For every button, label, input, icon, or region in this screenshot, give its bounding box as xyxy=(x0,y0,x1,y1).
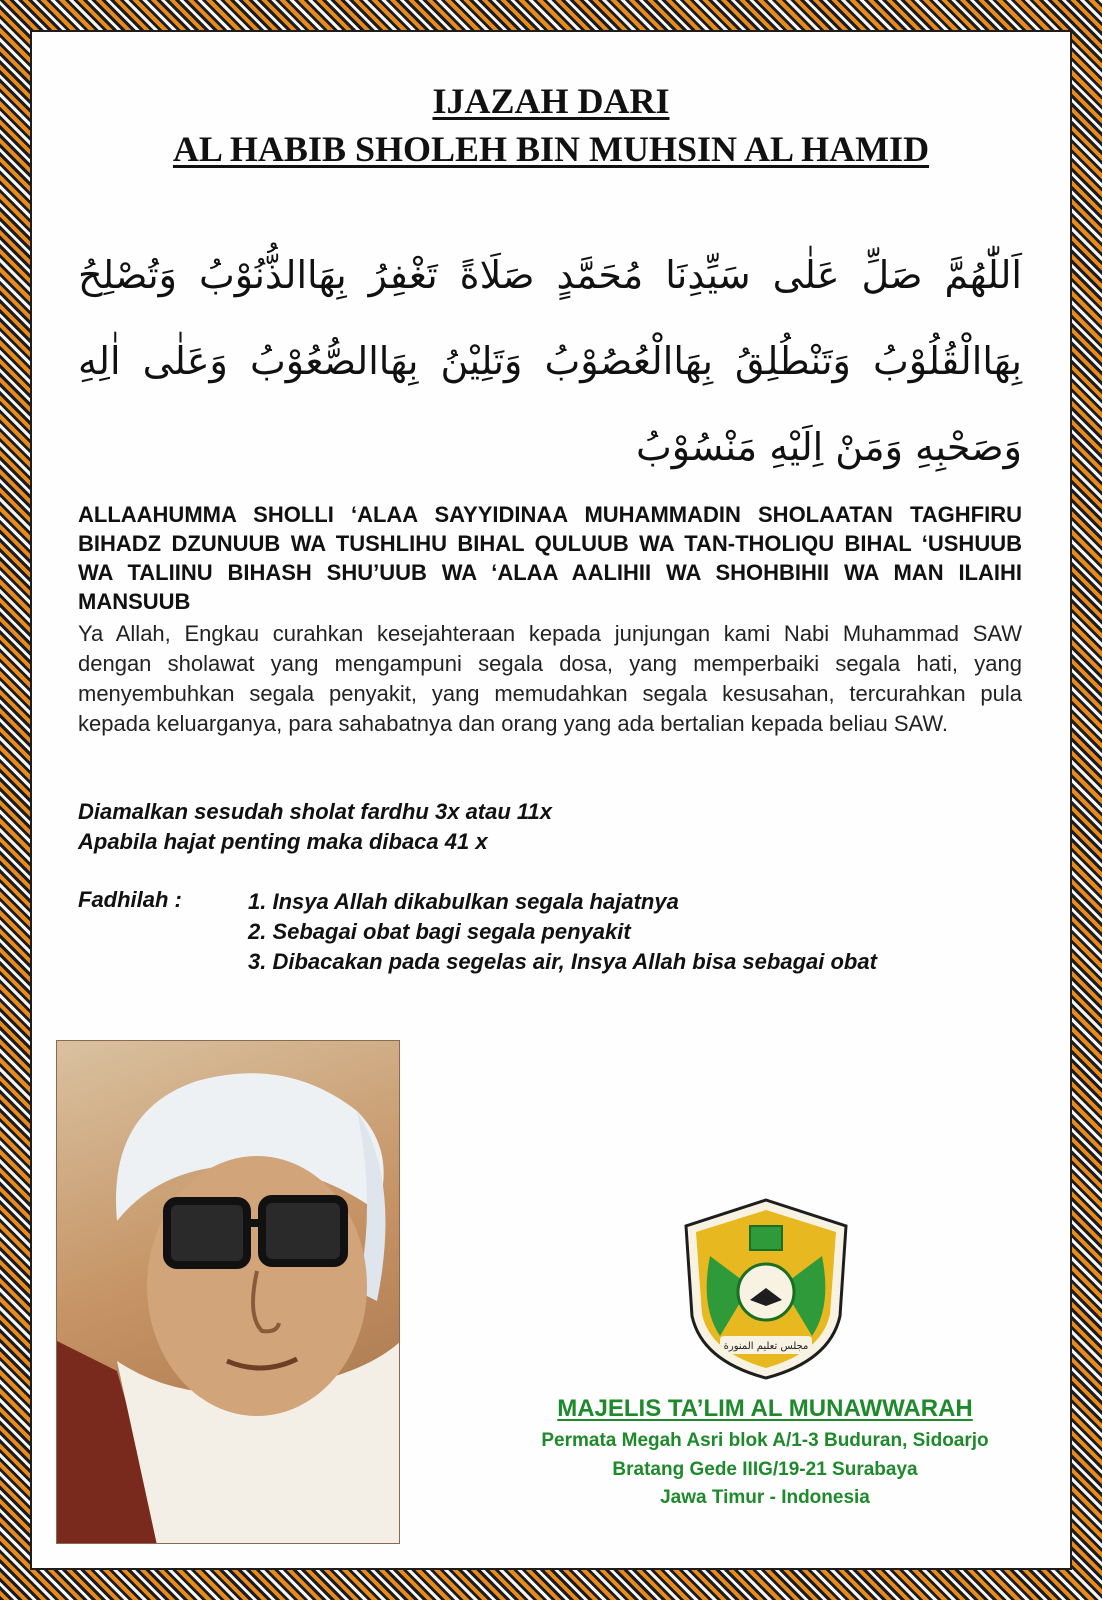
glasses-bridge xyxy=(245,1219,265,1227)
majelis-logo xyxy=(680,1196,852,1382)
fadhilah-item: 2. Sebagai obat bagi segala penyakit xyxy=(248,919,631,944)
fadhilah-item: 1. Insya Allah dikabulkan segala hajatnya xyxy=(248,889,679,914)
organization-name: MAJELIS TA’LIM AL MUNAWWARAH xyxy=(557,1395,973,1422)
title-line-2: AL HABIB SHOLEH BIN MUHSIN AL HAMID xyxy=(172,129,930,169)
habib-portrait-photo xyxy=(56,1040,400,1544)
logo-arabic-text: مجلس تعليم المنورة xyxy=(723,1341,809,1352)
title-line-1: IJAZAH DARI xyxy=(432,81,670,121)
fadhilah-list xyxy=(248,887,877,977)
translation-text: Ya Allah, Engkau curahkan kesejahteraan kepada junjungan kami Nabi Muhammad SAW dengan sholawat yang mengampuni segala dosa, yang memperbaiki segala hati, yang menyembuhkan segala penyakit, yang memudahkan segala kesusahan, tercurahkan pula kepada keluarganya, para sahabatnya dan orang yang ada bertalian kepada beliau SAW. xyxy=(78,621,1022,736)
portrait-illustration xyxy=(57,1041,400,1544)
logo-crown xyxy=(750,1226,782,1250)
transliteration-text: ALLAAHUMMA SHOLLI ‘ALAA SAYYIDINAA MUHAMMADIN SHOLAATAN TAGHFIRU BIHADZ DZUNUUB WA TUSHLIHU BIHAL QULUUB WA TAN-THOLIQU BIHAL ‘USHUUB WA TALIINU BIHASH SHU’UUB WA ‘ALAA AALIHII WA SHOHBIHII WA MAN ILAIHI MANSUUB xyxy=(78,502,1022,614)
fadhilah-item: 3. Dibacakan pada segelas air, Insya Allah bisa sebagai obat xyxy=(248,949,877,974)
usage-line-1: Diamalkan sesudah sholat fardhu 3x atau 11x xyxy=(78,799,552,824)
glasses-right-lens xyxy=(262,1199,344,1263)
organization-address-3: Jawa Timur - Indonesia xyxy=(660,1487,870,1508)
arabic-prayer-text: اَللّٰهُمَّ صَلِّ عَلٰى سَيِّدِنَا مُحَمَّدٍ صَلَاةً تَغْفِرُ بِهَاالذُّنُوْبُ وَتُصْلِحُ بِهَاالْقُلُوْبُ وَتَنْطُلِقُ بِهَاالْعُصُوْبُ وَتَلِيْنُ بِهَاالصُّعُوْبُ وَعَلٰى اٰلِهِ وَصَحْبِهِ وَمَنْ اِلَيْهِ مَنْسُوْبُ xyxy=(78,253,1022,469)
logo-emblem xyxy=(680,1196,852,1382)
organization-address-1: Permata Megah Asri blok A/1-3 Buduran, Sidoarjo xyxy=(541,1430,989,1451)
organization-address-2: Bratang Gede IIIG/19-21 Surabaya xyxy=(612,1459,918,1480)
glasses-left-lens xyxy=(167,1201,247,1265)
fadhilah-label: Fadhilah : xyxy=(78,887,182,912)
usage-line-2: Apabila hajat penting maka dibaca 41 x xyxy=(78,829,488,854)
usage-instructions xyxy=(78,797,552,857)
